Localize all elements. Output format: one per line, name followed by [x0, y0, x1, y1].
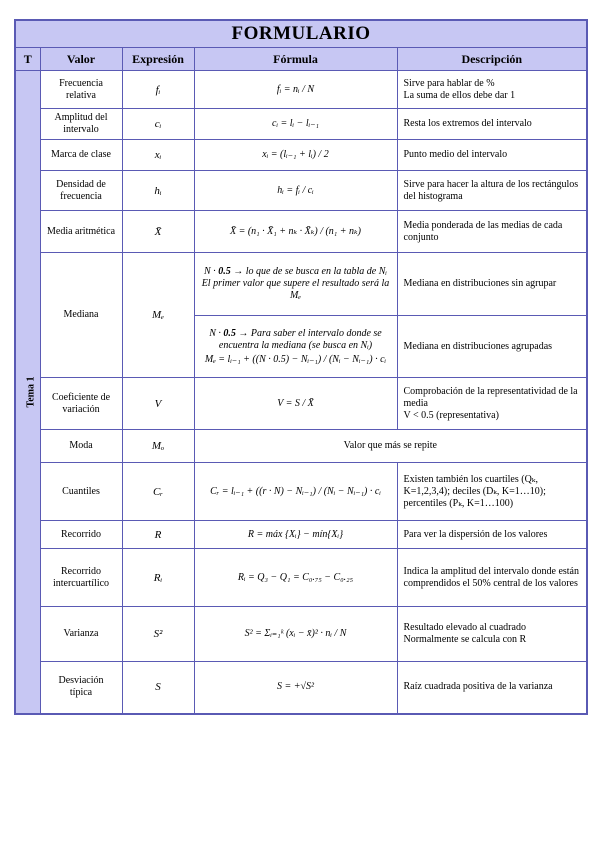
expresion-cell: Mₒ — [122, 430, 194, 463]
descripcion-cell: Resta los extremos del intervalo — [397, 109, 587, 140]
formula-cell: fᵢ = nᵢ / N — [194, 71, 397, 109]
formula-cell: xᵢ = (lᵢ₋₁ + lᵢ) / 2 — [194, 140, 397, 171]
valor-cell: Recorrido — [40, 521, 122, 549]
formula-cell: Valor que más se repite — [194, 430, 587, 463]
tema-label: Tema 1 — [25, 376, 37, 408]
formula-cell: N · 0.5 → Para saber el intervalo donde se encuentra la mediana (se busca en Nᵢ) Mₑ = lᵢ₋₁ + ((N · 0.5) − Nᵢ₋₁) / (Nᵢ − Nᵢ₋₁) · cᵢ — [194, 316, 397, 378]
header-formula: Fórmula — [194, 48, 397, 71]
page-title: FORMULARIO — [15, 20, 587, 48]
table-row — [15, 109, 587, 140]
valor-cell: Desviación típica — [40, 662, 122, 714]
valor-cell: Marca de clase — [40, 140, 122, 171]
expresion-cell: xᵢ — [122, 140, 194, 171]
expresion-cell: S² — [122, 607, 194, 662]
table-row — [15, 171, 587, 211]
table-row — [15, 521, 587, 549]
formula-cell: N · 0.5 → lo que de se busca en la tabla de Nᵢ El primer valor que supere el resultado será la Mₑ — [194, 253, 397, 316]
formula-cell: S² = Σᵢ₌₁ᵏ (xᵢ − x̄)² · nᵢ / N — [194, 607, 397, 662]
formulario-table — [14, 19, 588, 715]
descripcion-cell: Raíz cuadrada positiva de la varianza — [397, 662, 587, 714]
expresion-cell: R — [122, 521, 194, 549]
descripcion-cell: Existen también los cuartiles (Qₖ, K=1,2,3,4); deciles (Dₖ, K=1…10); percentiles (Pₖ, K=1…100) — [397, 463, 587, 521]
valor-cell: Amplitud del intervalo — [40, 109, 122, 140]
valor-cell: Densidad de frecuencia — [40, 171, 122, 211]
descripcion-cell: Para ver la dispersión de los valores — [397, 521, 587, 549]
expresion-cell: cᵢ — [122, 109, 194, 140]
descripcion-cell: Mediana en distribuciones agrupadas — [397, 316, 587, 378]
table-row — [15, 253, 587, 316]
valor-cell: Coeficiente de variación — [40, 378, 122, 430]
header-t: T — [15, 48, 40, 71]
descripcion-cell: Resultado elevado al cuadrado Normalmente se calcula con R — [397, 607, 587, 662]
header-expresion: Expresión — [122, 48, 194, 71]
descripcion-cell: Comprobación de la representatividad de la media V < 0.5 (representativa) — [397, 378, 587, 430]
descripcion-cell: Sirve para hacer la altura de los rectángulos del histograma — [397, 171, 587, 211]
valor-cell: Media aritmética — [40, 211, 122, 253]
valor-cell: Frecuencia relativa — [40, 71, 122, 109]
expresion-cell: V — [122, 378, 194, 430]
formula-cell: Cᵣ = lᵢ₋₁ + ((r · N) − Nᵢ₋₁) / (Nᵢ − Nᵢ₋₁) · cᵢ — [194, 463, 397, 521]
table-row — [15, 430, 587, 463]
formula-cell: cᵢ = lᵢ − lᵢ₋₁ — [194, 109, 397, 140]
table-row — [15, 71, 587, 109]
header-descripcion: Descripción — [397, 48, 587, 71]
table-row — [15, 211, 587, 253]
descripcion-cell: Indica la amplitud del intervalo donde están comprendidos el 50% central de los valores — [397, 549, 587, 607]
expresion-cell: hᵢ — [122, 171, 194, 211]
formula-cell: X̄ = (n₁ · X̄₁ + nₖ · X̄ₖ) / (n₁ + nₖ) — [194, 211, 397, 253]
valor-cell: Cuantiles — [40, 463, 122, 521]
tema-label-cell — [15, 71, 40, 714]
formula-cell: R = máx {Xᵢ} − mín{Xᵢ} — [194, 521, 397, 549]
formula-cell: Rᵢ = Q₃ − Q₁ = C₀.₇₅ − C₀.₂₅ — [194, 549, 397, 607]
formula-cell: V = S / X̄ — [194, 378, 397, 430]
descripcion-cell: Sirve para hablar de % La suma de ellos debe dar 1 — [397, 71, 587, 109]
descripcion-cell: Mediana en distribuciones sin agrupar — [397, 253, 587, 316]
expresion-cell: Mₑ — [122, 253, 194, 378]
valor-cell: Recorrido intercuartílico — [40, 549, 122, 607]
descripcion-cell: Media ponderada de las medias de cada conjunto — [397, 211, 587, 253]
expresion-cell: Cᵣ — [122, 463, 194, 521]
descripcion-cell: Punto medio del intervalo — [397, 140, 587, 171]
valor-cell: Mediana — [40, 253, 122, 378]
expresion-cell: S — [122, 662, 194, 714]
table-row — [15, 607, 587, 662]
valor-cell: Varianza — [40, 607, 122, 662]
header-valor: Valor — [40, 48, 122, 71]
expresion-cell: Rᵢ — [122, 549, 194, 607]
table-row — [15, 662, 587, 714]
formula-cell: S = +√S² — [194, 662, 397, 714]
valor-cell: Moda — [40, 430, 122, 463]
expresion-cell: fᵢ — [122, 71, 194, 109]
table-row — [15, 140, 587, 171]
formula-cell: hᵢ = fᵢ / cᵢ — [194, 171, 397, 211]
expresion-cell: X̄ — [122, 211, 194, 253]
table-row — [15, 549, 587, 607]
table-row — [15, 463, 587, 521]
table-row — [15, 378, 587, 430]
